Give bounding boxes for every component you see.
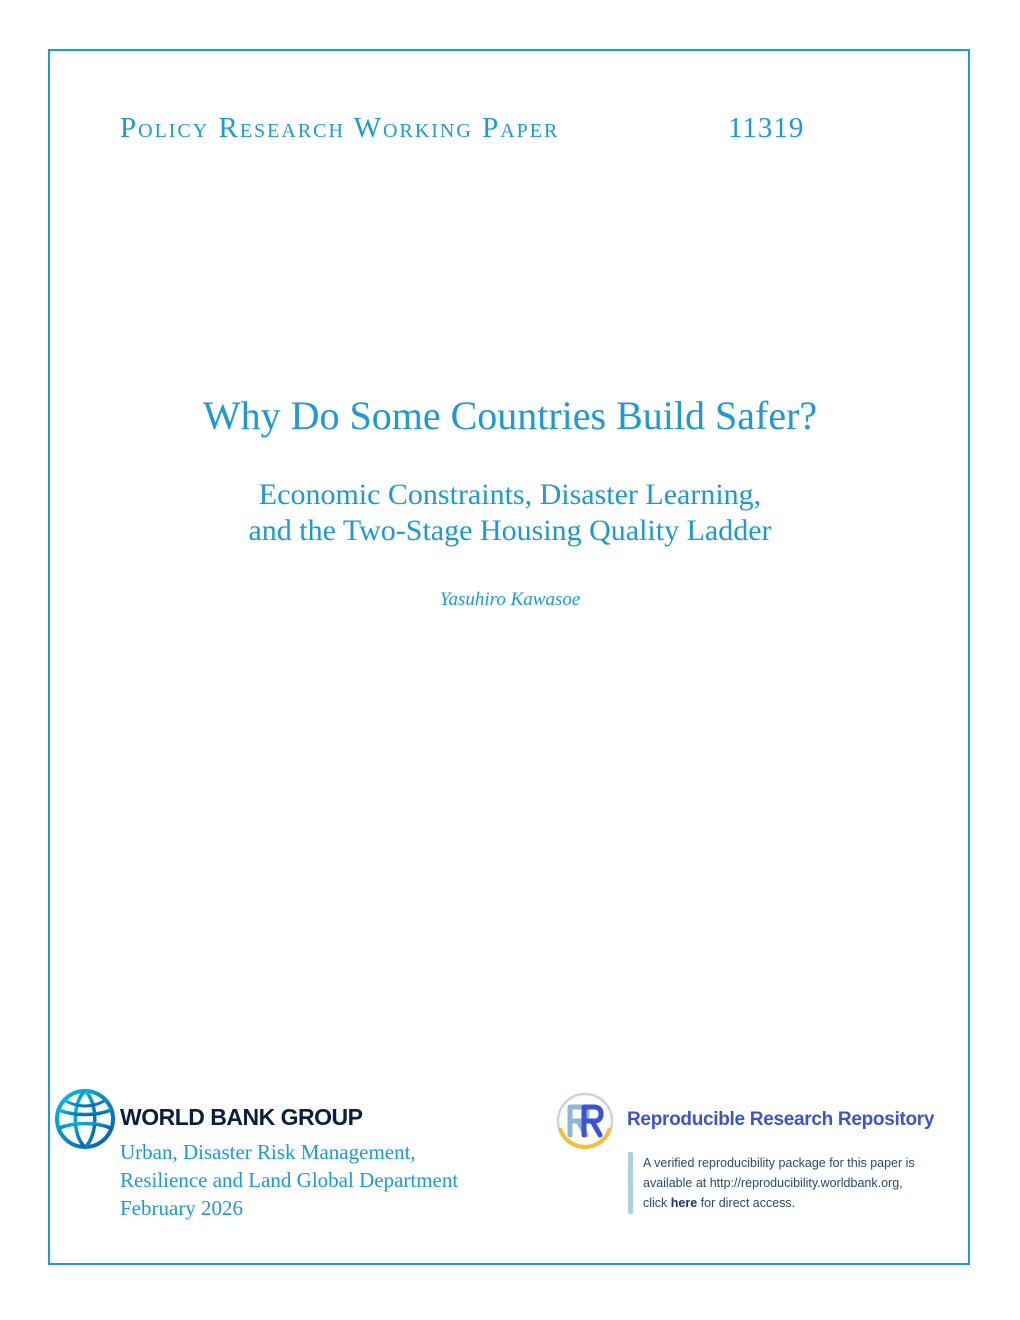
cover-border xyxy=(48,49,970,1265)
note-suffix: for direct access. xyxy=(697,1196,796,1210)
subtitle-line: and the Two-Stage Housing Quality Ladder xyxy=(248,514,772,547)
repository-name: Reproducible Research Repository xyxy=(627,1109,935,1130)
paper-title: Why Do Some Countries Build Safer? xyxy=(202,393,818,438)
world-bank-globe-icon xyxy=(54,1088,116,1150)
reproducible-research-rr-icon xyxy=(556,1092,614,1150)
note-accent-bar xyxy=(628,1152,633,1214)
series-name: Policy Research Working Paper xyxy=(120,112,560,144)
paper-author: Yasuhiro Kawasoe xyxy=(439,589,581,610)
subtitle-line: Economic Constraints, Disaster Learning, xyxy=(258,478,762,511)
department-line: Resilience and Land Global Department xyxy=(120,1168,459,1192)
department-line: Urban, Disaster Risk Management, xyxy=(120,1140,416,1164)
note-line: A verified reproducibility package for this paper is xyxy=(643,1156,915,1170)
world-bank-group-wordmark: WORLD BANK GROUP xyxy=(120,1104,363,1130)
note-line xyxy=(643,1193,963,1213)
here-link[interactable]: here xyxy=(670,1196,698,1210)
reproducibility-note xyxy=(643,1153,963,1213)
note-line: available at http://reproducibility.worldbank.org, xyxy=(643,1176,903,1190)
series-header xyxy=(120,112,820,156)
publication-date: February 2026 xyxy=(120,1196,244,1220)
paper-number: 11319 xyxy=(728,112,805,144)
department-info xyxy=(120,1138,540,1222)
note-prefix: click xyxy=(643,1196,671,1210)
paper-subtitle xyxy=(60,477,960,549)
